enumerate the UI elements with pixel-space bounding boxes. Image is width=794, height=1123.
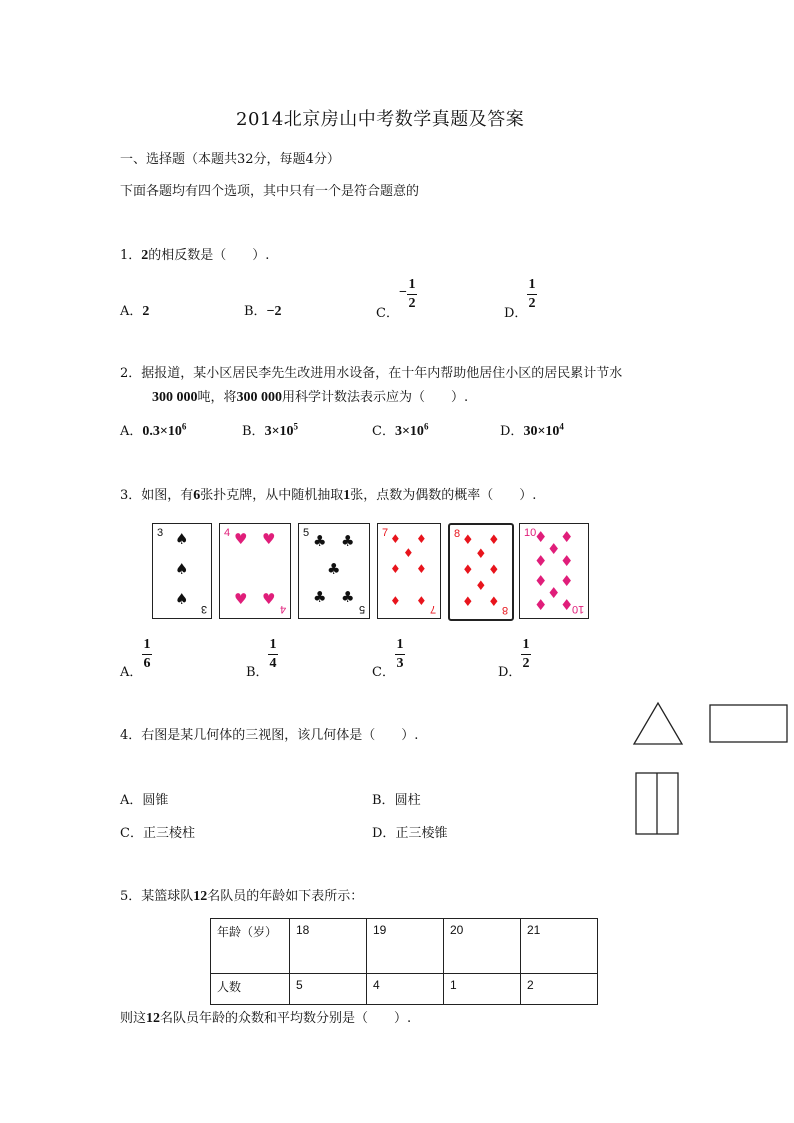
spade-icon: ♠: [175, 530, 189, 548]
q1-option-d-fraction: 1 2: [528, 277, 536, 311]
q1-option-b: B．−2: [244, 304, 282, 319]
club-icon: ♣: [327, 560, 341, 578]
question-number: 1．: [120, 248, 142, 263]
diamond-icon: ♦: [462, 533, 474, 548]
question-5: 5．某篮球队12名队员的年龄如下表所示：: [120, 889, 364, 904]
table-cell: 19: [367, 919, 444, 974]
q2-option-a: A．$0.3\times 10^6$: [120, 421, 187, 439]
q3-option-b-fraction: 1 4: [269, 637, 277, 671]
heart-icon: ♥: [234, 530, 248, 548]
diamond-icon: ♦: [462, 595, 474, 610]
playing-card-7-diamonds: 7 7 ♦ ♦ ♦ ♦ ♦ ♦ ♦: [377, 523, 441, 619]
three-view-figure: [630, 700, 790, 840]
table-cell: 21: [521, 919, 598, 974]
q3-option-c-label: C．: [372, 665, 395, 680]
table-cell: 18: [290, 919, 367, 974]
q2-option-c: C．$3\times 10^6$: [372, 421, 429, 439]
playing-card-5-clubs: 5 5 ♣ ♣ ♣ ♣ ♣: [298, 523, 370, 619]
table-cell: 5: [290, 974, 367, 1005]
age-table: [210, 918, 598, 1005]
diamond-icon: ♦: [534, 572, 548, 590]
question-5-followup: 则这12名队员年龄的众数和平均数分别是（ ）.: [120, 1011, 412, 1026]
spade-icon: ♠: [175, 560, 189, 578]
playing-card-10-diamonds: 10 10 ♦ ♦ ♦ ♦ ♦ ♦ ♦ ♦ ♦ ♦: [519, 523, 589, 619]
club-icon: ♣: [313, 532, 327, 550]
q2-option-d: D．$30\times 10^4$: [500, 421, 564, 439]
question-3: 3．如图，有6张扑克牌，从中随机抽取1张，点数为偶数的概率（ ）.: [120, 488, 537, 503]
diamond-icon: ♦: [547, 540, 561, 558]
diamond-icon: ♦: [560, 572, 574, 590]
diamond-icon: ♦: [488, 595, 500, 610]
diamond-icon: ♦: [416, 562, 427, 576]
heart-icon: ♥: [262, 590, 276, 608]
math-value: 2: [141, 248, 149, 263]
q3-option-d-label: D．: [498, 665, 522, 680]
heart-icon: ♥: [262, 530, 276, 548]
question-2-line1: 2．据报道，某小区居民李先生改进用水设备，在十年内帮助他居住小区的居民累计节水: [120, 366, 623, 381]
front-view-triangle: [634, 703, 682, 744]
diamond-icon: ♦: [488, 563, 500, 578]
q1-option-c-label: C．: [376, 306, 399, 321]
q3-option-a-label: A．: [120, 665, 143, 680]
table-cell: 1: [444, 974, 521, 1005]
table-cell: 2: [521, 974, 598, 1005]
diamond-icon: ♦: [390, 562, 401, 576]
heart-icon: ♥: [234, 590, 248, 608]
q3-option-b-label: B．: [246, 665, 269, 680]
diamond-icon: ♦: [475, 579, 487, 594]
diamond-icon: ♦: [560, 528, 574, 546]
diamond-icon: ♦: [534, 552, 548, 570]
diamond-icon: ♦: [560, 596, 574, 614]
diamond-icon: ♦: [534, 528, 548, 546]
q4-option-b: B．圆柱: [372, 793, 421, 808]
diamond-icon: ♦: [403, 546, 414, 560]
side-view-rectangle: [710, 705, 787, 742]
question-1: [120, 244, 269, 264]
q2-option-b: B．$3\times 10^5$: [242, 421, 299, 439]
diamond-icon: ♦: [534, 596, 548, 614]
q3-option-d-fraction: 1 2: [522, 637, 530, 671]
playing-card-3-spades: 3 3 ♠ ♠ ♠: [152, 523, 212, 619]
diamond-icon: ♦: [416, 594, 427, 608]
q1-option-c-fraction: 1 2: [408, 277, 416, 311]
q4-option-d: D．正三棱锥: [372, 826, 448, 841]
diamond-icon: ♦: [560, 552, 574, 570]
table-cell: 20: [444, 919, 521, 974]
question-text: 的相反数是（ ）.: [148, 248, 270, 263]
diamond-icon: ♦: [475, 547, 487, 562]
q4-option-a: A．圆锥: [120, 793, 169, 808]
diamond-icon: ♦: [416, 532, 427, 546]
diamond-icon: ♦: [462, 563, 474, 578]
table-header-count: 人数: [211, 974, 290, 1005]
spade-icon: ♠: [175, 590, 189, 608]
diamond-icon: ♦: [390, 594, 401, 608]
question-2-line2: 300 000吨，将300 000用科学计数法表示应为（ ）.: [152, 390, 469, 405]
table-header-age: 年龄（岁）: [211, 919, 290, 974]
diamond-icon: ♦: [488, 533, 500, 548]
q1-option-d-label: D．: [504, 306, 528, 321]
playing-card-8-diamonds: 8 8 ♦ ♦ ♦ ♦ ♦ ♦ ♦ ♦: [448, 523, 514, 621]
diamond-icon: ♦: [390, 532, 401, 546]
section-instruction: 下面各题均有四个选项，其中只有一个是符合题意的: [120, 184, 420, 199]
diamond-icon: ♦: [547, 584, 561, 602]
q1-option-a: A．2: [120, 304, 150, 319]
q4-option-c: C．正三棱柱: [120, 826, 195, 841]
q1-option-c-sign: −: [399, 285, 407, 300]
club-icon: ♣: [341, 532, 355, 550]
table-row: [211, 919, 598, 974]
section-heading: 一、选择题（本题共32分，每题4分）: [120, 152, 340, 167]
page-title: 2014北京房山中考数学真题及答案: [236, 109, 525, 130]
question-4: 4．右图是某几何体的三视图，该几何体是（ ）.: [120, 728, 419, 743]
q3-option-c-fraction: 1 3: [396, 637, 404, 671]
playing-card-4-hearts: 4 4 ♥ ♥ ♥ ♥: [219, 523, 291, 619]
q3-option-a-fraction: 1 6: [143, 637, 151, 671]
club-icon: ♣: [341, 588, 355, 606]
club-icon: ♣: [313, 588, 327, 606]
table-cell: 4: [367, 974, 444, 1005]
table-row: [211, 974, 598, 1005]
